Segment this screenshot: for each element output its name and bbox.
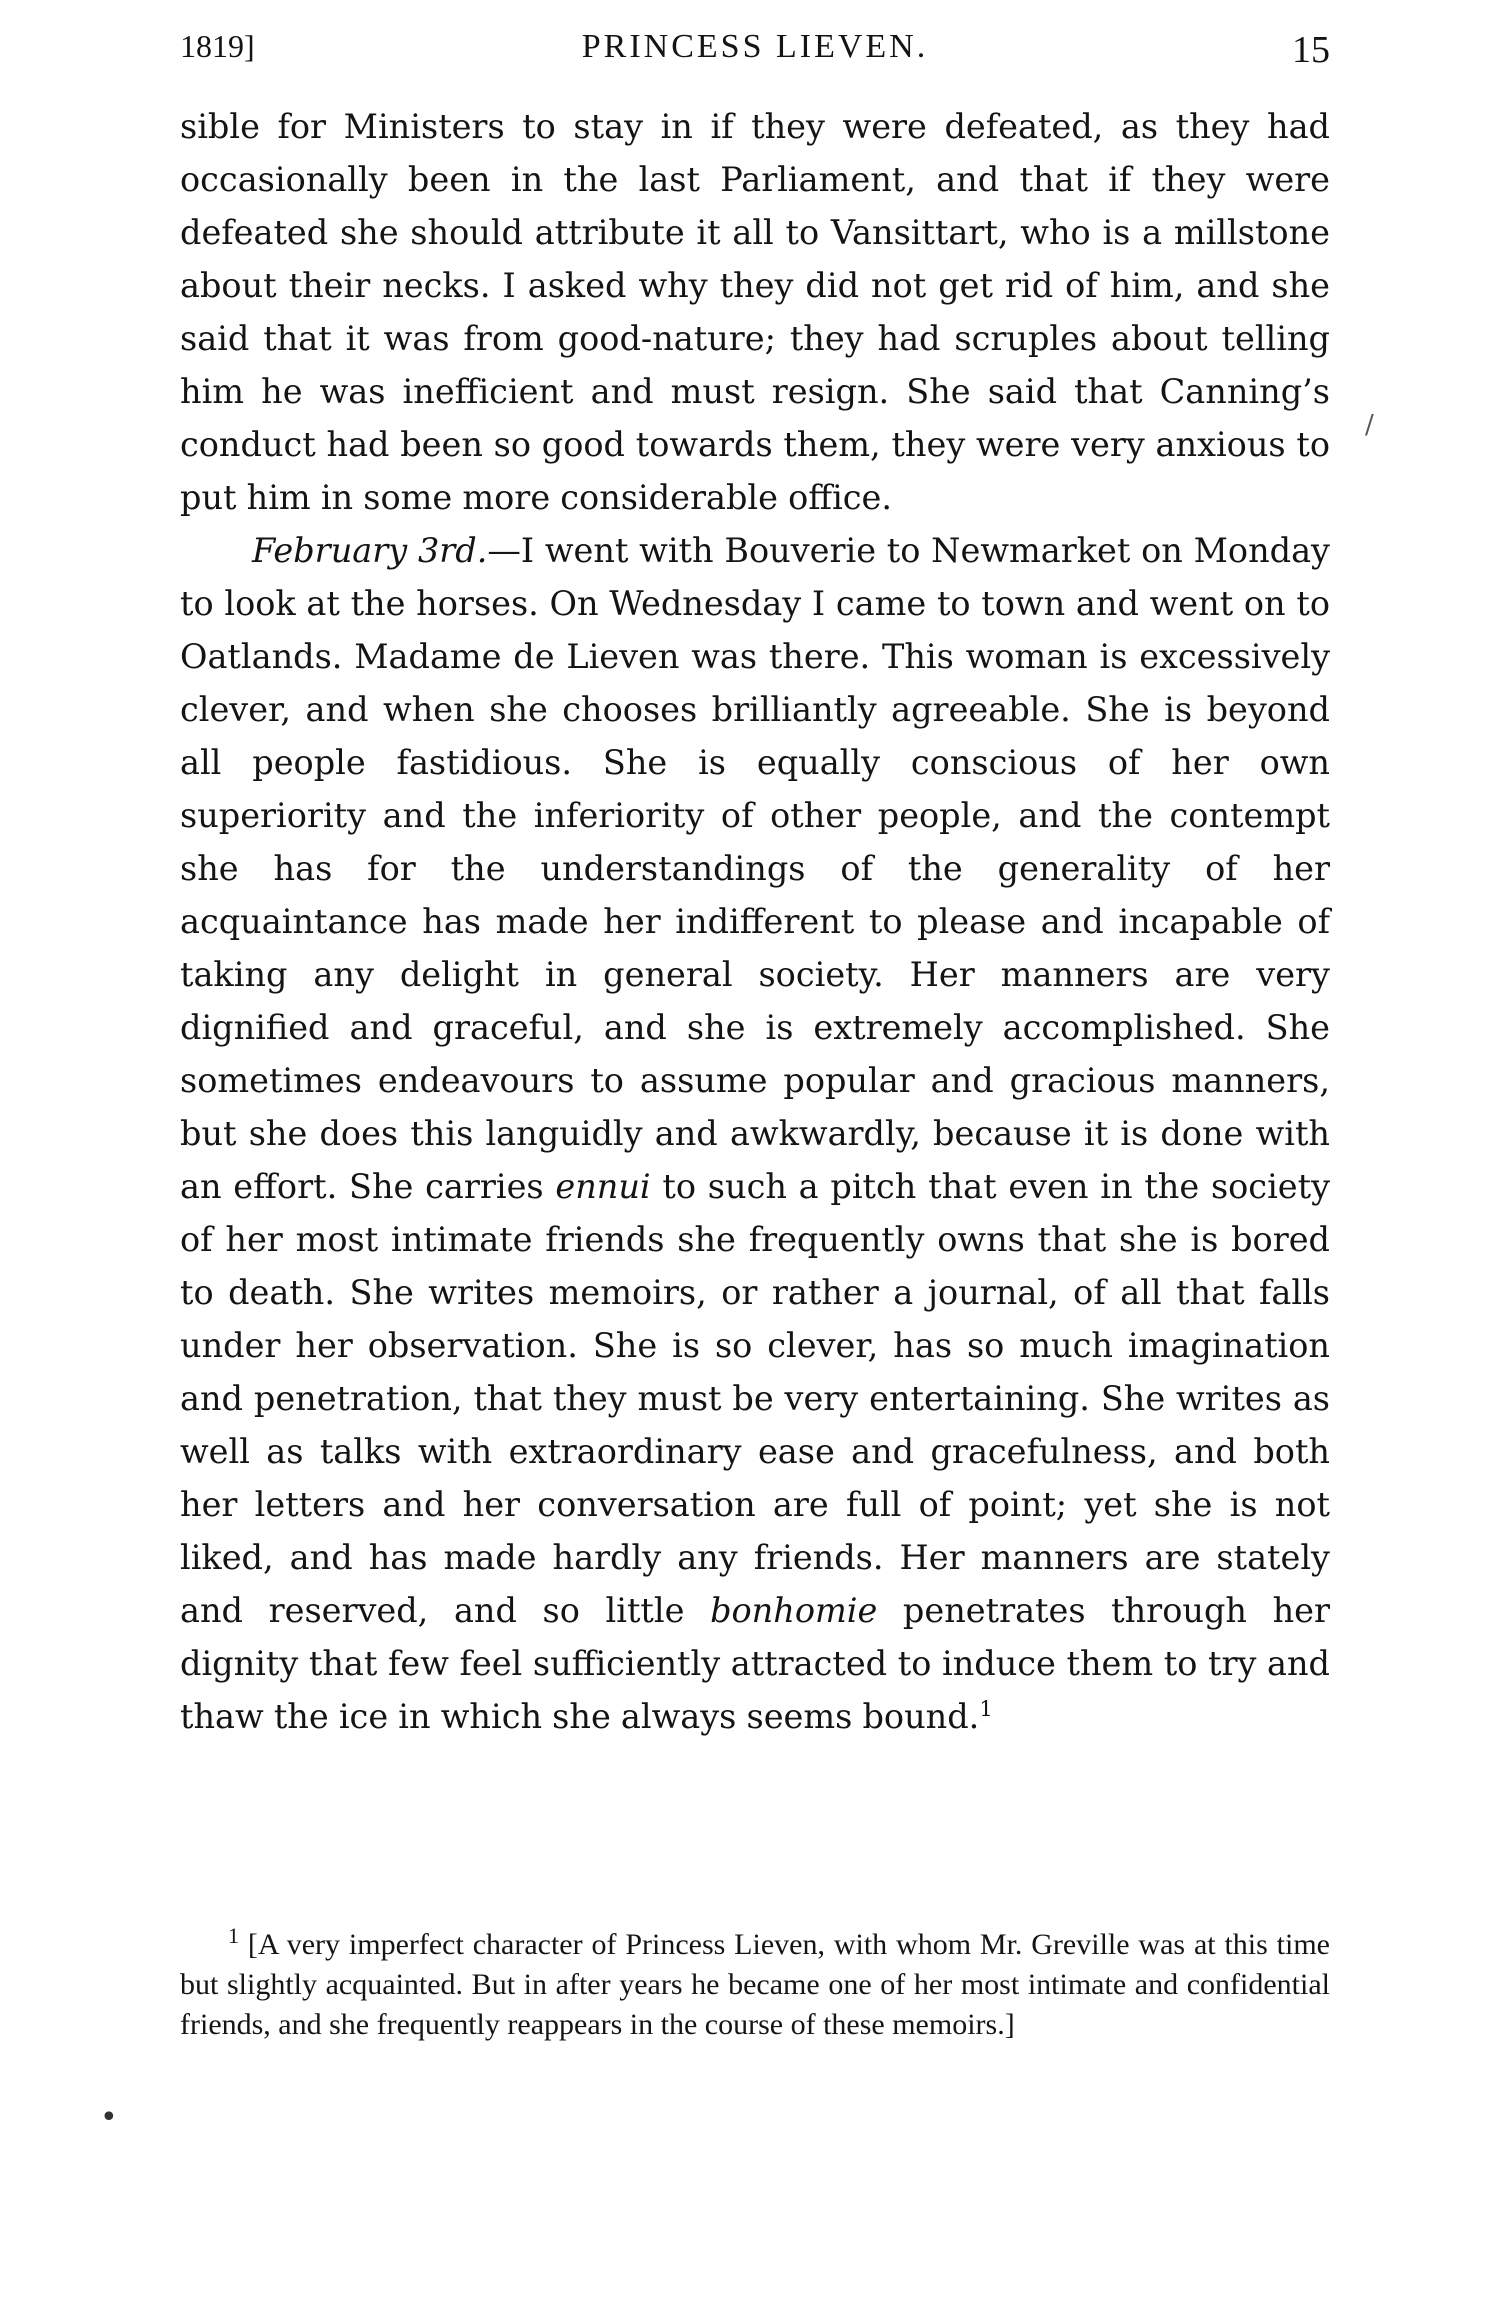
running-head-year: 1819] [180, 28, 255, 64]
paragraph-february-3rd [180, 524, 1330, 1743]
stray-mark: • [100, 2100, 118, 2135]
footnote-marker: 1 [228, 1923, 239, 1948]
footnote-reference: 1 [979, 1696, 993, 1721]
italic-bonhomie: bonhomie [710, 1591, 878, 1630]
footnote [180, 1925, 1330, 2045]
page-number: 15 [1292, 29, 1330, 71]
entry-date: February 3rd. [252, 531, 488, 570]
footnote-text: [A very imperfect character of Princess Lieven, with whom Mr. Greville was at this time but slightly acquainted. But in after years he became one of her most intimate and confidential friends, and she frequently reappears in the course of these memoirs.] [180, 1928, 1330, 2041]
margin-mark: / [1365, 410, 1374, 440]
body-text [180, 100, 1330, 1743]
paragraph-text-part-1: —I went with Bouverie to Newmarket on Monday to look at the horses. On Wednesday I came to town and went on to Oatlands. Madame de Lieven was there. This woman is excessively clever, and when she chooses brilliantly agreeable. She is beyond all people fastidious. She is equally conscious of her own superiority and the inferiority of other people, and the contempt she has for the understandings of the generality of her acquaintance has made her indifferent to please and incapable of taking any delight in general society. Her manners are very dignified and graceful, and she is extremely accomplished. She sometimes endeavours to assume popular and gracious manners, but she does this languidly and awkwardly, because it is done with an effort. She carries [180, 531, 1330, 1206]
running-head-title: PRINCESS LIEVEN. [581, 28, 929, 65]
paragraph-text-part-3: penetrates through her dignity that few feel sufficiently attracted to induce them to try and thaw the ice in which she always seems bound. [180, 1591, 1330, 1736]
paragraph-text-part-2: to such a pitch that even in the society of her most intimate friends she frequently owns that she is bored to death. She writes memoirs, or rather a journal, of all that falls under her observation. She is so clever, has so much imagination and penetration, that they must be very entertaining. She writes as well as talks with extraordinary ease and gracefulness, and both her letters and her conversation are full of point; yet she is not liked, and has made hardly any friends. Her manners are stately and reserved, and so little [180, 1167, 1330, 1630]
paragraph-continued: sible for Ministers to stay in if they were defeated, as they had occasionally been in the last Parliament, and that if they were defeated she should attribute it all to Vansittart, who is a millstone about their necks. I asked why they did not get rid of him, and she said that it was from good-nature; they had scruples about telling him he was inefficient and must resign. She said that Canning’s conduct had been so good towards them, they were very anxious to put him in some more considerable office. [180, 107, 1330, 517]
running-head [180, 28, 1330, 88]
italic-ennui: ennui [555, 1167, 651, 1206]
